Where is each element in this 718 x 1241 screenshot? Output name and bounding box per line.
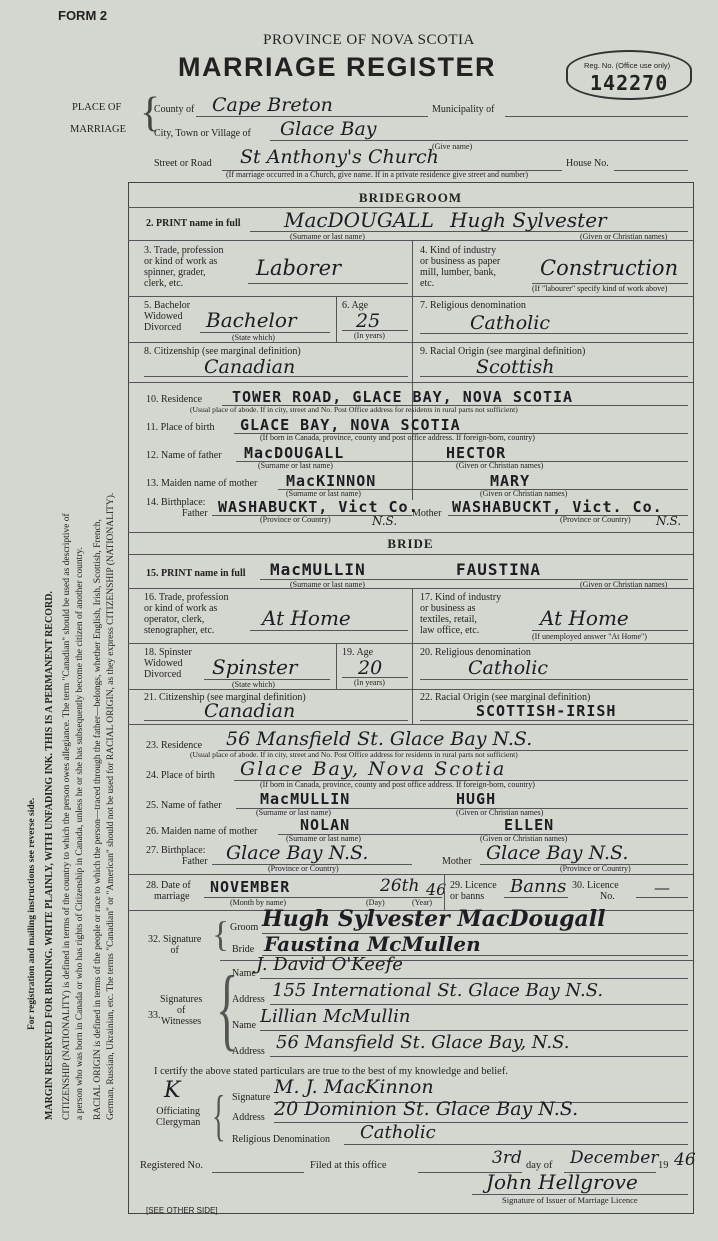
bride-father-given-caption: (Given or Christian names) bbox=[456, 808, 544, 817]
place-of-label: PLACE OF bbox=[72, 102, 122, 113]
groom-racial-value: Scottish bbox=[476, 356, 555, 378]
bride-mother-birthplace-caption: (Province or Country) bbox=[560, 864, 631, 873]
bride-mother-given-caption: (Given or Christian names) bbox=[480, 834, 568, 843]
bride-citizenship-value: Canadian bbox=[204, 700, 296, 722]
bride-father-label: 25. Name of father bbox=[146, 800, 222, 811]
witness2-address: 56 Mansfield St. Glace Bay, N.S. bbox=[276, 1032, 570, 1053]
marriage-month-caption: (Month by name) bbox=[230, 898, 286, 907]
form-number: FORM 2 bbox=[58, 8, 108, 23]
licence-no-label: 30. Licence No. bbox=[572, 880, 619, 902]
sidebar-line-3: CITIZENSHIP (NATIONALITY) is defined in terms of the country to which the person owes allegiance. The term "Canadian" should be used as descriptive of bbox=[62, 513, 72, 1120]
groom-mother-label: 13. Maiden name of mother bbox=[146, 478, 258, 489]
groom-residence-value: TOWER ROAD, GLACE BAY, NOVA SCOTIA bbox=[232, 388, 574, 406]
bride-religion-label: 20. Religious denomination bbox=[420, 647, 531, 658]
bride-mother-birthplace-label: Mother bbox=[442, 856, 472, 867]
bride-signature: Faustina McMullen bbox=[264, 932, 481, 956]
street-caption: (If marriage occurred in a Church, give name. If in a private residence give street and number) bbox=[226, 170, 529, 179]
marriage-month: NOVEMBER bbox=[210, 878, 291, 896]
bride-surname-caption: (Surname or last name) bbox=[290, 580, 365, 589]
bride-birthplace-label: 24. Place of birth bbox=[146, 770, 215, 781]
bride-name-label: 15. PRINT name in full bbox=[146, 568, 246, 579]
bride-status-caption: (State which) bbox=[232, 680, 275, 689]
place-brace: { bbox=[140, 90, 161, 136]
filed-day: 3rd bbox=[492, 1148, 522, 1168]
bride-racial-value: SCOTTISH-IRISH bbox=[476, 702, 617, 720]
bride-industry-label: 17. Kind of industry or business as textiles, retail, law office, etc. bbox=[420, 592, 502, 636]
groom-signature-label: Groom bbox=[230, 922, 259, 933]
groom-birthplace-label: 11. Place of birth bbox=[146, 422, 215, 433]
groom-father-birthplace: WASHABUCKT, Vict Co. bbox=[218, 498, 419, 516]
bride-racial-label: 22. Racial Origin (see marginal definition) bbox=[420, 692, 591, 703]
bride-father-birthplace: Glace Bay N.S. bbox=[226, 842, 369, 864]
bride-status-value: Spinster bbox=[212, 655, 298, 679]
groom-age-value: 25 bbox=[356, 310, 381, 332]
groom-mother-given-caption: (Given or Christian names) bbox=[480, 489, 568, 498]
give-name-caption: (Give name) bbox=[432, 142, 473, 151]
reg-no-value: 142270 bbox=[590, 71, 669, 95]
groom-status-value: Bachelor bbox=[206, 308, 297, 332]
groom-father-surname-caption: (Surname or last name) bbox=[258, 461, 333, 470]
bride-religion-value: Catholic bbox=[468, 657, 548, 679]
groom-industry-label: 4. Kind of industry or business as paper mill, lumber, bank, etc. bbox=[420, 245, 501, 289]
street-value: St Anthony's Church bbox=[240, 146, 439, 168]
bride-trade-label: 16. Trade, profession or kind of work as operator, clerk, stenographer, etc. bbox=[144, 592, 229, 636]
groom-citizenship-label: 8. Citizenship (see marginal definition) bbox=[144, 346, 301, 357]
bride-birthplace-caption: (If born in Canada, province, county and post office address. If foreign-born, country) bbox=[260, 780, 535, 789]
witnesses-label: Signatures of Witnesses bbox=[160, 994, 203, 1027]
marriage-year: 46 bbox=[426, 880, 447, 899]
marriage-day: 26th bbox=[380, 876, 420, 896]
filed-label: Filed at this office bbox=[310, 1160, 387, 1171]
bride-age-value: 20 bbox=[358, 657, 383, 679]
filed-year: 46 bbox=[674, 1150, 696, 1170]
bride-industry-value: At Home bbox=[540, 606, 629, 630]
witness1-address: 155 International St. Glace Bay N.S. bbox=[272, 980, 604, 1001]
bride-heading: BRIDE bbox=[387, 536, 434, 551]
issuer-signature: John Hellgrove bbox=[486, 1170, 638, 1194]
city-value: Glace Bay bbox=[280, 118, 377, 140]
clergy-address-label: Address bbox=[232, 1112, 265, 1123]
groom-mother-birthplace-caption: (Province or Country) bbox=[560, 515, 631, 524]
bride-status-label: 18. Spinster Widowed Divorced bbox=[144, 647, 192, 680]
bride-mother-surname-caption: (Surname or last name) bbox=[286, 834, 361, 843]
certification-text: I certify the above stated particulars are true to the best of my knowledge and belief. bbox=[154, 1066, 508, 1077]
day-of-label: day of bbox=[526, 1160, 553, 1171]
bride-mother-surname: NOLAN bbox=[300, 816, 351, 834]
marriage-year-caption: (Year) bbox=[412, 898, 433, 907]
bride-mother-given: ELLEN bbox=[504, 816, 555, 834]
bride-age-label: 19. Age bbox=[342, 647, 374, 658]
clergy-signature-label: Signature bbox=[232, 1092, 271, 1103]
groom-mother-given: MARY bbox=[490, 472, 531, 490]
bride-birthplace-value: Glace Bay, Nova Scotia bbox=[240, 758, 507, 780]
see-other-side: [SEE OTHER SIDE] bbox=[146, 1206, 218, 1215]
marriage-date-label: 28. Date of marriage bbox=[146, 880, 191, 902]
sidebar-line-2: MARGIN RESERVED FOR BINDING. WRITE PLAINLY, WITH UNFADING INK. THIS IS A PERMANENT RECORD. bbox=[44, 591, 55, 1120]
groom-mother-surname-caption: (Surname or last name) bbox=[286, 489, 361, 498]
clergy-denomination: Catholic bbox=[360, 1122, 436, 1143]
groom-father-surname: MacDOUGALL bbox=[244, 444, 345, 462]
bride-industry-caption: (If unemployed answer "At Home") bbox=[532, 632, 647, 641]
groom-father-birthplace-2: N.S. bbox=[372, 514, 398, 528]
bride-father-surname: MacMULLIN bbox=[260, 790, 351, 808]
groom-birthplace-parents-label: 14. Birthplace: Father bbox=[146, 497, 208, 519]
sidebar-line-5: RACIAL ORIGIN is defined in terms of the people or race to which the person—traced through the father—belongs, whether English, Irish, Scottish, French, bbox=[93, 519, 103, 1120]
witness1-address-label: Address bbox=[232, 994, 265, 1005]
house-no-label: House No. bbox=[566, 158, 609, 169]
clergy-address: 20 Dominion St. Glace Bay N.S. bbox=[274, 1098, 579, 1120]
groom-age-label: 6. Age bbox=[342, 300, 369, 311]
groom-surname-caption: (Surname or last name) bbox=[290, 232, 365, 241]
licence-banns-value: Banns bbox=[510, 876, 567, 897]
clergy-signature: M. J. MacKinnon bbox=[274, 1076, 434, 1098]
licence-no-value: — bbox=[654, 878, 670, 897]
witnesses-number: 33. bbox=[148, 1010, 161, 1021]
licence-banns-label: 29. Licence or banns bbox=[450, 880, 497, 902]
groom-industry-value: Construction bbox=[540, 256, 679, 280]
county-value: Cape Breton bbox=[212, 94, 333, 116]
sidebar-line-1: For registration and mailing instructions see reverse side. bbox=[27, 797, 37, 1030]
bride-age-caption: (In years) bbox=[354, 678, 385, 687]
groom-father-given-caption: (Given or Christian names) bbox=[456, 461, 544, 470]
bride-given-caption: (Given or Christian names) bbox=[580, 580, 668, 589]
bride-father-birthplace-caption: (Province or Country) bbox=[268, 864, 339, 873]
bride-birthplace-parents-label: 27. Birthplace: Father bbox=[146, 845, 208, 867]
marriage-day-caption: (Day) bbox=[366, 898, 385, 907]
witness2-name: Lillian McMullin bbox=[260, 1006, 411, 1027]
groom-mother-birthplace: WASHABUCKT, Vict. Co. bbox=[452, 498, 663, 516]
groom-mother-surname: MacKINNON bbox=[286, 472, 377, 490]
groom-father-label: 12. Name of father bbox=[146, 450, 222, 461]
groom-industry-caption: (If "labourer" specify kind of work above) bbox=[532, 284, 668, 293]
sidebar-line-6: German, Russian, Ukrainian, etc. The terms "Canadian" or "American" should not be used for RACIAL ORIGIN, as they express CITIZENSHIP (NATIONALITY). bbox=[106, 492, 116, 1120]
groom-surname: MacDOUGALL bbox=[284, 208, 434, 232]
groom-birthplace-caption: (If born in Canada, province, county and post office address. If foreign-born, country) bbox=[260, 433, 535, 442]
registered-no-label: Registered No. bbox=[140, 1160, 203, 1171]
issuer-caption: Signature of Issuer of Marriage Licence bbox=[502, 1195, 638, 1205]
bride-given-names: FAUSTINA bbox=[456, 560, 542, 579]
sidebar-line-4: a person who was born in Canada or who has rights of Citizenship in Canada, unless he or she has subsequently become the citizen of another country. bbox=[75, 547, 85, 1120]
groom-given-names: Hugh Sylvester bbox=[450, 208, 607, 232]
filed-month: December bbox=[570, 1148, 659, 1168]
municipality-label: Municipality of bbox=[432, 104, 495, 115]
bride-trade-value: At Home bbox=[262, 606, 351, 630]
groom-mother-birthplace-label: Mother bbox=[412, 508, 442, 519]
clergy-denomination-label: Religious Denomination bbox=[232, 1134, 331, 1145]
marriage-label: MARRIAGE bbox=[70, 124, 127, 135]
bride-mother-birthplace: Glace Bay N.S. bbox=[486, 842, 629, 864]
bride-signature-label: Bride bbox=[232, 944, 255, 955]
city-label: City, Town or Village of bbox=[154, 128, 251, 139]
groom-father-birthplace-caption: (Province or Country) bbox=[260, 515, 331, 524]
groom-signature: Hugh Sylvester MacDougall bbox=[262, 906, 606, 932]
groom-given-caption: (Given or Christian names) bbox=[580, 232, 668, 241]
groom-religion-value: Catholic bbox=[470, 312, 550, 334]
groom-racial-label: 9. Racial Origin (see marginal definition) bbox=[420, 346, 586, 357]
bride-father-given: HUGH bbox=[456, 790, 497, 808]
witness1-name-label: Name bbox=[232, 968, 256, 979]
bride-residence-value: 56 Mansfield St. Glace Bay N.S. bbox=[226, 728, 533, 750]
signature-of-label: 32. Signature of bbox=[148, 934, 202, 956]
witness1-name: J. David O'Keefe bbox=[256, 954, 403, 975]
groom-status-caption: (State which) bbox=[232, 333, 275, 342]
bride-residence-label: 23. Residence bbox=[146, 740, 203, 751]
groom-birthplace-value: GLACE BAY, NOVA SCOTIA bbox=[240, 416, 461, 434]
witness2-address-label: Address bbox=[232, 1046, 265, 1057]
clergy-mark: K bbox=[164, 1078, 181, 1103]
groom-trade-value: Laborer bbox=[256, 256, 342, 280]
bridegroom-heading: BRIDEGROOM bbox=[358, 190, 463, 205]
groom-residence-label: 10. Residence bbox=[146, 394, 203, 405]
reg-no-label: Reg. No. (Office use only) bbox=[584, 61, 671, 70]
page-title: MARRIAGE REGISTER bbox=[178, 52, 497, 82]
bride-mother-label: 26. Maiden name of mother bbox=[146, 826, 258, 837]
bride-surname: MacMULLIN bbox=[270, 560, 366, 579]
witness2-name-label: Name bbox=[232, 1020, 256, 1031]
reg-no-box bbox=[566, 50, 692, 100]
street-label: Street or Road bbox=[154, 158, 212, 169]
groom-religion-label: 7. Religious denomination bbox=[420, 300, 526, 311]
county-label: County of bbox=[154, 104, 195, 115]
bride-father-surname-caption: (Surname or last name) bbox=[256, 808, 331, 817]
groom-age-caption: (In years) bbox=[354, 331, 385, 340]
groom-citizenship-value: Canadian bbox=[204, 356, 296, 378]
province-heading: PROVINCE OF NOVA SCOTIA bbox=[263, 32, 475, 48]
groom-residence-caption: (Usual place of abode. If in city, street and No. Post Office address for residents in rural parts not sufficient) bbox=[190, 405, 518, 414]
groom-status-label: 5. Bachelor Widowed Divorced bbox=[144, 300, 191, 333]
bride-residence-caption: (Usual place of abode. If in city, street and No. Post Office address for residents in rural parts not sufficient) bbox=[190, 750, 518, 759]
filed-year-label: 19 bbox=[658, 1160, 669, 1171]
groom-mother-birthplace-2: N.S. bbox=[656, 514, 682, 528]
groom-name-label: 2. PRINT name in full bbox=[146, 218, 241, 229]
officiating-clergyman-label: Officiating Clergyman bbox=[156, 1106, 201, 1128]
bride-citizenship-label: 21. Citizenship (see marginal definition) bbox=[144, 692, 306, 703]
groom-trade-label: 3. Trade, profession or kind of work as spinner, grader, clerk, etc. bbox=[144, 245, 224, 289]
groom-father-given: HECTOR bbox=[446, 444, 507, 462]
